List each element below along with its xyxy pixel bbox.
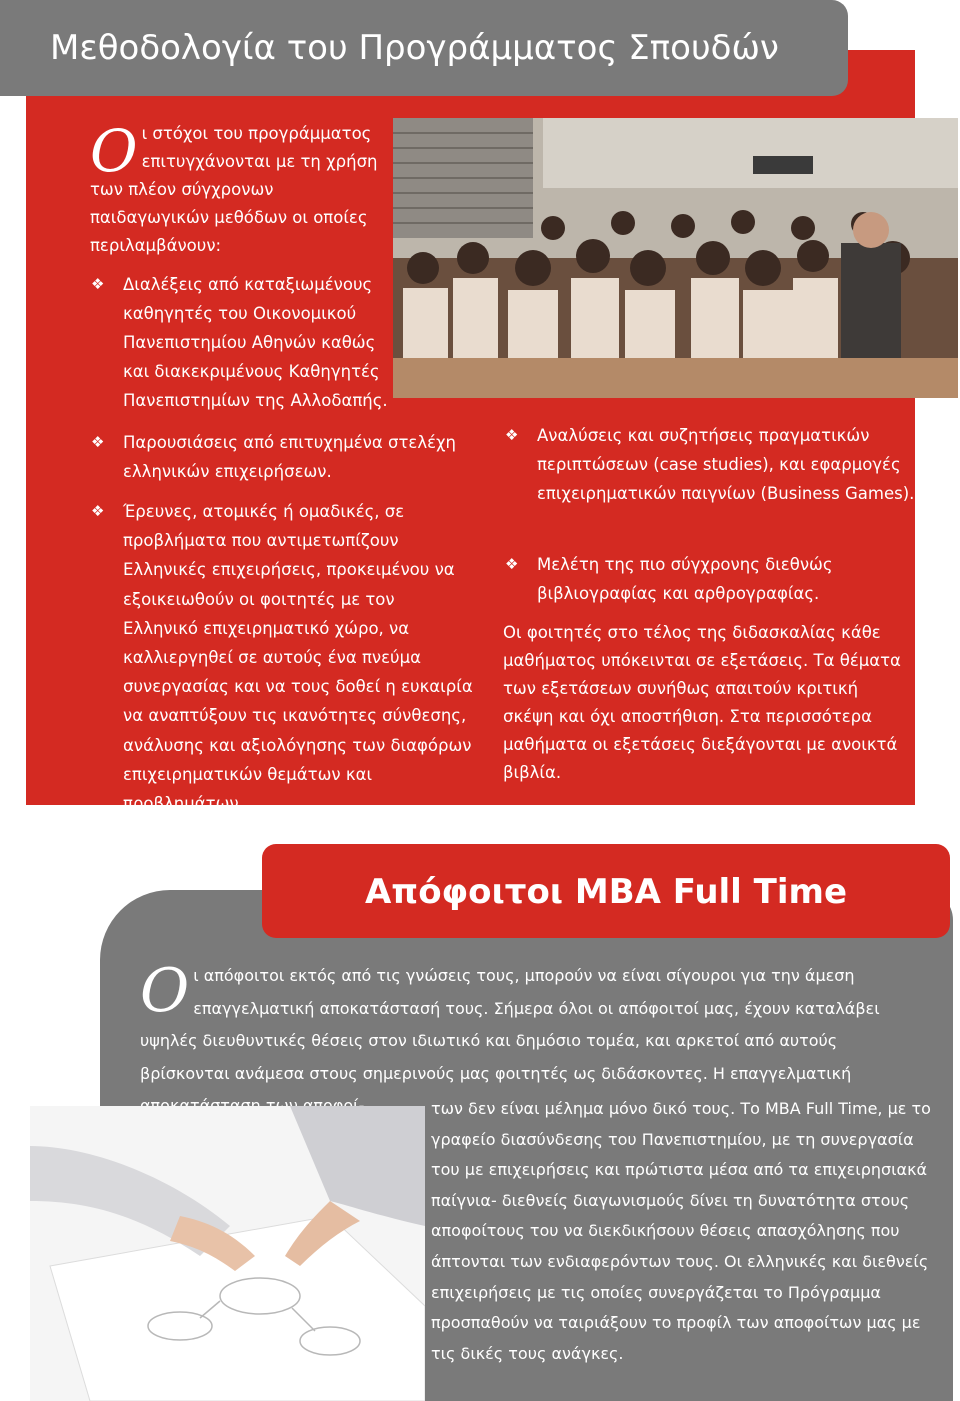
bullet-research <box>91 497 473 818</box>
bullet-text: Μελέτη της πιο σύγχρονης διεθνώς βιβλιογραφίας και αρθρογραφίας. <box>537 555 833 604</box>
planning-photo <box>30 1106 425 1401</box>
diamond-bullet-icon: ❖ <box>91 275 105 293</box>
diamond-bullet-icon: ❖ <box>505 555 519 573</box>
bullet-case-studies <box>505 421 917 509</box>
classroom-photo <box>393 118 958 398</box>
bullet-text: Έρευνες, ατομικές ή ομαδικές, σε προβλήματα που αντιμετωπίζουν Ελληνικές επιχειρήσεις, προκειμένου να εξοικειωθούν οι φοιτητές με τον Ελληνικό επιχειρηματικό χώρο, να καλλιεργηθεί σε αυτούς ένα πνεύμα συνεργασίας και να τους δοθεί η ευκαιρία να αναπτύξουν τις ικανότητες σύνθεσης, ανάλυσης και αξιολόγησης των διαφόρων επιχειρηματικών θεμάτων και προβλημάτων. <box>123 502 473 814</box>
bullet-text: Παρουσιάσεις από επιτυχημένα στελέχη ελληνικών επιχειρήσεων. <box>123 433 456 481</box>
exams-paragraph: Οι φοιτητές στο τέλος της διδασκαλίας κάθε μαθήματος υπόκεινται σε εξετάσεις. Τα θέματα των εξετάσεων συνήθως απαιτούν κριτική σκέψη και όχι αποστήθιση. Στα περισσότερα μαθήματα οι εξετάσεις διεξάγονται με ανοικτά βιβλία. <box>503 623 901 782</box>
diamond-bullet-icon: ❖ <box>505 426 519 444</box>
graduates-dropcap: Ο <box>140 956 190 1026</box>
intro-text: ι στόχοι του προγράμματος επιτυγχάνονται με τη χρήση των πλέον σύγχρονων παιδαγωγικών μεθόδων οι οποίες περιλαμβάνουν: <box>90 124 378 255</box>
graduates-text-top: ι απόφοιτοι εκτός από τις γνώσεις τους, μπορούν να είναι σίγουροι για την άμεση επαγγελματική αποκατάστασή τους. Σήμερα όλοι οι απόφοιτοί μας, έχουν καταλάβει υψηλές διευθυντικές θέσεις στον ιδιωτικό και δημόσιο τομέα, και αρκετοί από αυτούς βρίσκονται ανάμεσα στους σημερινούς μας φοιτητές ως διδάσκοντες. Η επαγγελματική <box>140 966 880 1083</box>
bullet-presentations <box>91 428 473 486</box>
bullet-text: Αναλύσεις και συζητήσεις πραγματικών περιπτώσεων (case studies), και εφαρμογές επιχειρηματικών παιγνίων (Business Games). <box>537 426 915 504</box>
bullet-bibliography <box>505 550 917 608</box>
intro-paragraph <box>90 117 390 260</box>
methodology-title-bar <box>0 0 848 96</box>
graduates-title: Απόφοιτοι MBA Full Time <box>364 872 848 912</box>
bullet-lectures <box>91 270 403 415</box>
intro-dropcap: Ο <box>90 117 138 185</box>
graduates-title-bar <box>262 844 950 938</box>
hands-illustration <box>30 1106 425 1401</box>
graduates-paragraph-right: των δεν είναι μέλημα μόνο δικό τους. Το MBA Full Time, με το γραφείο διασύνδεσης του Πανεπιστημίου, με τη συνεργασία του με επιχειρήσεις και πρώτιστα μέσα από τα επιχειρησιακά παίγνια- διεθνείς διαγωνισμούς δίνει τη δυνατότητα στους αποφοίτους του να διεκδικήσουν θέσεις απασχόλησης που άπτονται των ενδιαφερόντων τους. Οι ελληνικές και διεθνείς επιχειρήσεις με τις οποίες συνεργάζεται το Πρόγραμμα προσπαθούν να ταιριάξουν το προφίλ των αποφοίτων μας με τις δικές τους ανάγκες. <box>431 1099 931 1363</box>
diamond-bullet-icon: ❖ <box>91 502 105 520</box>
bullet-text: Διαλέξεις από καταξιωμένους καθηγητές του Οικονομικού Πανεπιστημίου Αθηνών καθώς και διακεκριμένους Καθηγητές Πανεπιστημίων της Αλλοδαπής. <box>123 275 388 410</box>
methodology-title: Μεθοδολογία του Προγράμματος Σπουδών <box>50 28 779 68</box>
diamond-bullet-icon: ❖ <box>91 433 105 451</box>
classroom-illustration <box>393 118 958 398</box>
